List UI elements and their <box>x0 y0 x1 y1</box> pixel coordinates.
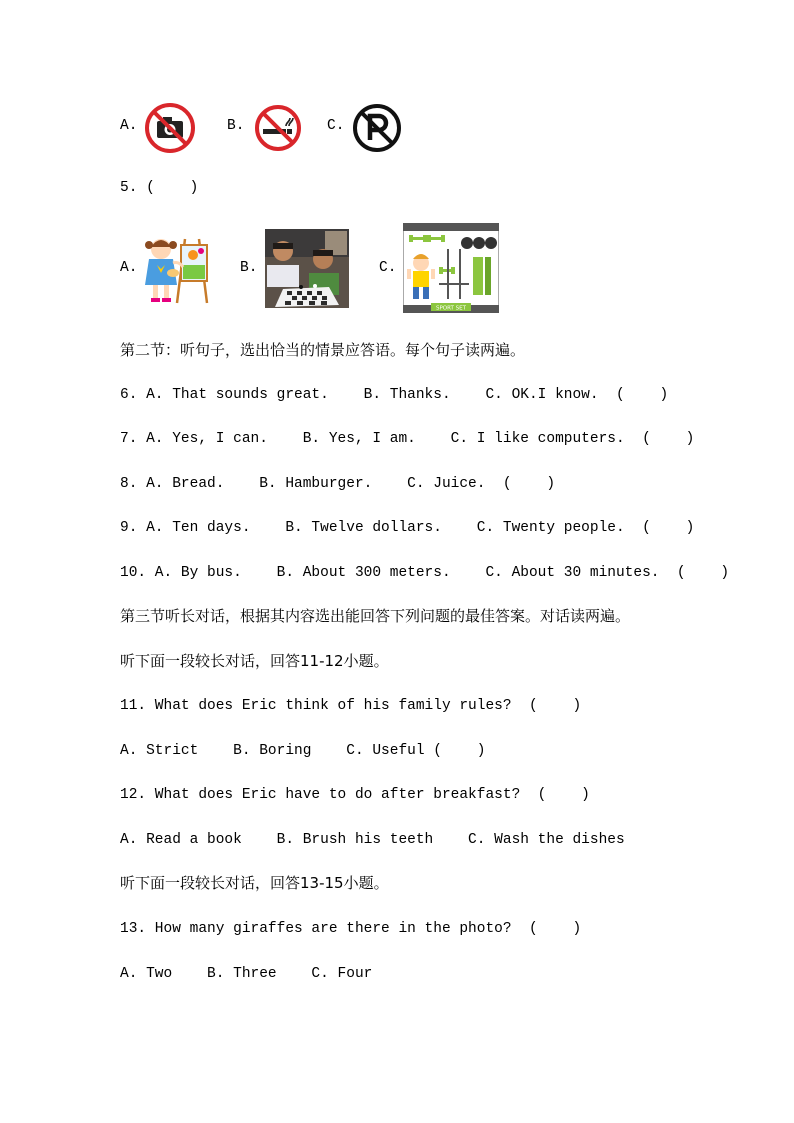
sport-set-banner-text: SPORT SET <box>436 305 466 312</box>
dialog-1-intro: 听下面一段较长对话，回答11-12小题。 <box>120 652 389 670</box>
fitness-equipment-image <box>403 223 499 313</box>
q5-option-b-label: B. <box>240 260 258 276</box>
q4-option-c-label: C. <box>327 118 345 134</box>
question-12: 12. What does Eric have to do after breakfast? ( ) <box>120 787 590 803</box>
no-parking-icon <box>352 103 402 153</box>
no-smoking-icon <box>254 104 302 152</box>
q5-label: 5. ( ) <box>120 180 199 196</box>
question-13-options: A. Two B. Three C. Four <box>120 966 373 982</box>
section-2-title: 第二节：听句子，选出恰当的情景应答语。每个句子读两遍。 <box>120 341 526 359</box>
q4-option-a-label: A. <box>120 118 138 134</box>
q4-option-b-label: B. <box>227 118 245 134</box>
q5-option-a-label: A. <box>120 260 138 276</box>
question-11: 11. What does Eric think of his family rules? ( ) <box>120 698 582 714</box>
question-8: 8. A. Bread. B. Hamburger. C. Juice. ( ) <box>120 476 556 492</box>
children-playing-chess-image <box>265 229 349 308</box>
question-7: 7. A. Yes, I can. B. Yes, I am. C. I like computers. ( ) <box>120 431 695 447</box>
dialog-2-intro: 听下面一段较长对话，回答13-15小题。 <box>120 874 389 892</box>
question-9: 9. A. Ten days. B. Twelve dollars. C. Twenty people. ( ) <box>120 520 695 536</box>
question-11-options: A. Strict B. Boring C. Useful ( ) <box>120 743 486 759</box>
question-13: 13. How many giraffes are there in the photo? ( ) <box>120 921 582 937</box>
question-12-options: A. Read a book B. Brush his teeth C. Wash the dishes <box>120 832 625 848</box>
question-6: 6. A. That sounds great. B. Thanks. C. OK.I know. ( ) <box>120 387 669 403</box>
girl-painting-image <box>143 229 213 305</box>
no-camera-icon <box>144 102 196 154</box>
section-3-title: 第三节听长对话，根据其内容选出能回答下列问题的最佳答案。对话读两遍。 <box>120 607 631 625</box>
q5-option-c-label: C. <box>379 260 397 276</box>
question-10: 10. A. By bus. B. About 300 meters. C. About 30 minutes. ( ) <box>120 565 730 581</box>
